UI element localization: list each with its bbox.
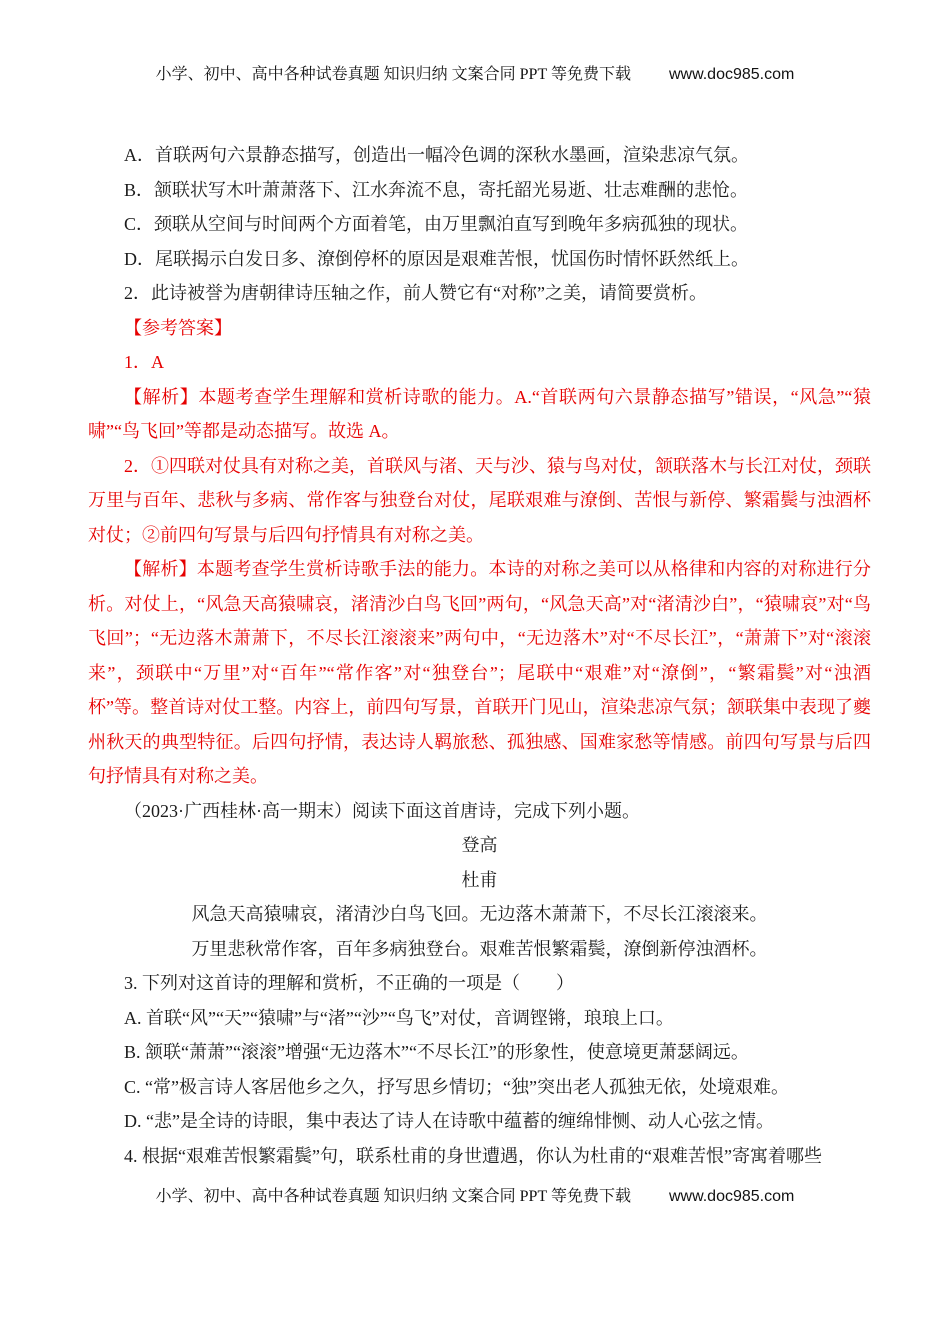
q1-option-a: A．首联两句六景静态描写，创造出一幅冷色调的深秋水墨画，渲染悲凉气氛。 xyxy=(124,145,749,165)
q4-stem: 4. 根据“艰难苦恨繁霜鬓”句，联系杜甫的身世遭遇，你认为杜甫的“艰难苦恨”寄寓着哪些 xyxy=(124,1145,822,1166)
passage-intro: （2023·广西桂林·高一期末）阅读下面这首唐诗，完成下列小题。 xyxy=(124,800,640,821)
q1-option-c: C．颈联从空间与时间两个方面着笔，由万里飘泊直写到晚年多病孤独的现状。 xyxy=(124,214,749,234)
poem-line-1: 风急天高猿啸哀，渚清沙白鸟飞回。无边落木萧萧下，不尽长江滚滚来。 xyxy=(191,904,768,924)
footer-url: www.doc985.com xyxy=(668,1188,795,1205)
page-header xyxy=(0,62,950,88)
q3-option-a: A. 首联“风”“天”“猿啸”与“渚”“沙”“鸟飞”对仗，音调铿锵，琅琅上口。 xyxy=(124,1007,674,1028)
page-footer xyxy=(0,1184,950,1210)
q3-option-d: D. “悲”是全诗的诗眼，集中表达了诗人在诗歌中蕴蓄的缠绵悱恻、动人心弦之情。 xyxy=(124,1111,774,1131)
q1-option-b: B．颔联状写木叶萧萧落下、江水奔流不息，寄托韶光易逝、壮志难酬的悲怆。 xyxy=(124,179,749,200)
q3-option-b: B. 颔联“萧萧”“滚滚”增强“无边落木”“不尽长江”的形象性，使意境更萧瑟阔远。 xyxy=(124,1042,749,1062)
header-slogan: 小学、初中、高中各种试卷真题 知识归纳 文案合同 PPT 等免费下载 xyxy=(155,66,631,83)
answer-2: 2．①四联对仗具有对称之美，首联风与渚、天与沙、猿与鸟对仗，颔联落木与长江对仗，颈联万里与百年、悲秋与多病、常作客与独登台对仗，尾联艰难与潦倒、苦恨与新停、繁霜鬓与浊酒杯对仗；②前四句写景与后四句抒情具有对称之美。 xyxy=(88,455,871,545)
header-url: www.doc985.com xyxy=(668,66,795,83)
q3-option-c: C. “常”极言诗人客居他乡之久，抒写思乡情切；“独”突出老人孤独无依，处境艰难。 xyxy=(124,1076,789,1097)
reference-answers-heading: 【参考答案】 xyxy=(124,317,232,338)
poem-author: 杜甫 xyxy=(461,869,498,890)
poem-line-2: 万里悲秋常作客，百年多病独登台。艰难苦恨繁霜鬓，潦倒新停浊酒杯。 xyxy=(191,938,768,959)
q2-stem: 2．此诗被誉为唐朝律诗压轴之作，前人赞它有“对称”之美，请简要赏析。 xyxy=(124,283,707,303)
footer-slogan: 小学、初中、高中各种试卷真题 知识归纳 文案合同 PPT 等免费下载 xyxy=(155,1188,631,1205)
document-body xyxy=(88,138,871,1173)
analysis-1: 【解析】本题考查学生理解和赏析诗歌的能力。A.“首联两句六景静态描写”错误，“风急”“猿啸”“鸟飞回”等都是动态描写。故选 A。 xyxy=(88,386,871,441)
q1-option-d: D．尾联揭示白发日多、潦倒停杯的原因是艰难苦恨，忧国伤时情怀跃然纸上。 xyxy=(124,248,749,269)
q3-stem: 3. 下列对这首诗的理解和赏析，不正确的一项是（ ） xyxy=(124,973,574,993)
answer-1: 1．A xyxy=(124,352,164,372)
poem-title: 登高 xyxy=(461,835,498,855)
analysis-2: 【解析】本题考查学生赏析诗歌手法的能力。本诗的对称之美可以从格律和内容的对称进行分析。对仗上，“风急天高猿啸哀，渚清沙白鸟飞回”两句，“风急天高”对“渚清沙白”，“猿啸哀”对“鸟飞回”；“无边落木萧萧下，不尽长江滚滚来”两句中，“无边落木”对“不尽长江”，“萧萧下”对“滚滚来”，颈联中“万里”对“百年”“常作客”对“独登台”；尾联中“艰难”对“潦倒”，“繁霜鬓”对“浊酒杯”等。整首诗对仗工整。内容上，前四句写景，首联开门见山，渲染悲凉气氛；颔联集中表现了夔州秋天的典型特征。后四句抒情，表达诗人羁旅愁、孤独感、国难家愁等情感。前四句写景与后四句抒情具有对称之美。 xyxy=(88,559,871,786)
